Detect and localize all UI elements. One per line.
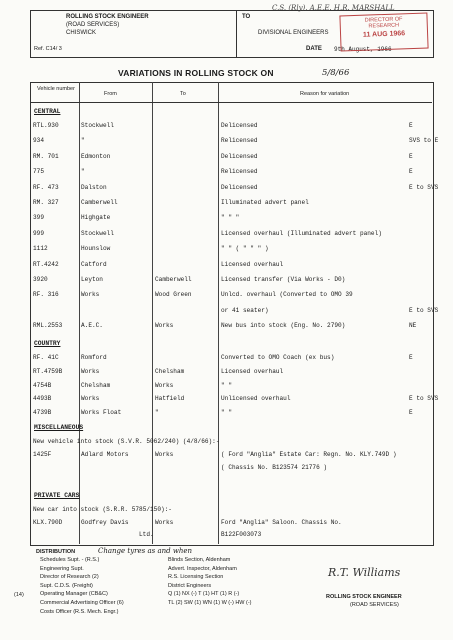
reason-cell: Illuminated advert panel	[221, 199, 309, 206]
date-label: DATE	[306, 46, 322, 52]
from-cell: Ltd.	[139, 531, 154, 538]
to-cell: Hatfield	[155, 395, 185, 403]
to-cell: Works	[155, 381, 174, 389]
private-intro	[31, 504, 431, 516]
table-row	[31, 320, 431, 332]
status-code: E	[409, 122, 413, 129]
table-row	[31, 135, 439, 147]
col-header-vehicle: Vehicle number	[37, 86, 75, 92]
table-row	[31, 197, 431, 209]
from-cell: Camberwell	[81, 199, 118, 206]
distribution-label: DISTRIBUTION	[36, 549, 76, 555]
table-row	[31, 366, 431, 378]
status-code: E	[409, 409, 413, 417]
col-header-to: To	[180, 91, 186, 97]
reason-cell: Licensed transfer (Via Works - D0)	[221, 276, 346, 283]
from-cell: Stockwell	[81, 229, 114, 237]
from-cell: Highgate	[81, 214, 111, 222]
reason-cell: " "	[221, 409, 232, 417]
to-cell: "	[155, 409, 159, 417]
status-code: E	[409, 168, 413, 176]
distribution-item: Operating Manager (CB&C)	[40, 591, 108, 598]
table-row	[31, 166, 431, 178]
reason-cell: " "	[221, 381, 232, 389]
to-cell: Works	[155, 519, 174, 526]
misc-intro-text: New vehicle into stock (S.V.R. 5062/240) (4/8/66):-	[33, 438, 220, 445]
signer-title: ROLLING STOCK ENGINEER	[326, 594, 402, 600]
reason-cell: Unlicensed overhaul	[221, 395, 291, 403]
reason-cell: Licensed overhaul	[221, 260, 284, 268]
reason-cell: New bus into stock (Eng. No. 2790)	[221, 322, 346, 330]
table-row	[31, 259, 431, 271]
to-value: DIVISIONAL ENGINEERS	[258, 30, 329, 36]
to-cell: Chelsham	[155, 367, 185, 375]
handwritten-note: Change tyres as and when	[98, 547, 192, 555]
signer-subtitle: (ROAD SERVICES)	[350, 602, 399, 608]
reason-cell: B122F003073	[221, 531, 262, 538]
vehicle-number: RM. 701	[33, 152, 59, 160]
reason-cell: Relicensed	[221, 137, 258, 145]
vehicle-number: RT.4242	[33, 260, 59, 268]
reason-cell: Delicensed	[221, 183, 258, 191]
distribution-item: Costs Officer (R.S. Mech. Engr.)	[40, 608, 119, 615]
from-cell: Stockwell	[81, 122, 114, 129]
private-intro-text: New car into stock (S.R.R. 5785/150):-	[33, 506, 172, 513]
from-line-1: ROLLING STOCK ENGINEER	[66, 14, 149, 20]
reason-cell: Delicensed	[221, 122, 258, 129]
vehicle-number: 934	[33, 137, 44, 145]
distribution-item: R.S. Licensing Section	[168, 574, 224, 581]
header-rule	[30, 102, 432, 103]
distribution-item: TL (2) SW (1) WN (1) W (-) HW (-)	[168, 600, 252, 606]
table-row	[31, 380, 431, 392]
title-date: 5/8/66	[322, 68, 350, 78]
table-row	[31, 449, 431, 461]
col-header-from: From	[104, 91, 117, 97]
section-miscellaneous: MISCELLANEOUS	[34, 424, 84, 431]
vehicle-number: 4493B	[33, 395, 52, 403]
status-code: E	[409, 152, 413, 160]
vehicle-number: RTL.930	[33, 122, 59, 129]
vehicle-number: RML.2553	[33, 322, 63, 330]
reason-cell: ( Ford "Anglia" Estate Car: Regn. No. KLY.749D )	[221, 451, 397, 458]
page-title: VARIATIONS IN ROLLING STOCK ON	[118, 68, 274, 78]
section-private-cars: PRIVATE CARS	[34, 492, 80, 499]
reason-cell: ( Chassis No. B123574 21776 )	[221, 464, 328, 471]
vehicle-number: 999	[33, 229, 44, 237]
table-row	[31, 182, 439, 194]
table-row	[31, 243, 431, 255]
from-cell: Godfrey Davis	[81, 519, 129, 526]
from-cell: Works	[81, 395, 100, 403]
reason-cell: " " ( " " " )	[221, 245, 269, 253]
from-cell: "	[81, 137, 85, 145]
section-central: CENTRAL	[34, 108, 61, 115]
status-code: E	[409, 354, 413, 361]
distribution-item: Q (1) NX (-) T (1) HT (1) R (-)	[168, 591, 240, 598]
reason-cell: Ford "Anglia" Saloon. Chassis No.	[221, 519, 342, 526]
vehicle-number: KLX.790D	[33, 519, 63, 526]
table-row	[31, 305, 439, 317]
distribution-item: Supt. C.D.S. (Freight)	[40, 582, 93, 589]
misc-intro	[31, 436, 431, 448]
stamp-line-2: RESEARCH	[368, 22, 400, 30]
distribution-item: Commercial Advertising Officer (6)	[40, 600, 124, 606]
handwritten-addressees: C.S. (Rly), A.E.E. H.R. MARSHALL	[272, 4, 395, 12]
from-cell: Works Float	[81, 409, 122, 417]
distribution-item: Blinds Section, Aldenham	[168, 557, 231, 563]
vehicle-number: 775	[33, 168, 44, 176]
status-code: SVS to E	[409, 137, 439, 145]
signature: R.T. Williams	[328, 566, 401, 579]
from-cell: Romford	[81, 354, 107, 361]
to-cell: Wood Green	[155, 291, 192, 299]
status-code: E to SVS	[409, 306, 439, 314]
from-cell: Edmonton	[81, 152, 111, 160]
from-cell: Catford	[81, 260, 107, 268]
table-row	[31, 517, 431, 529]
status-code: E to SVS	[409, 183, 439, 191]
copy-count: (14)	[14, 592, 24, 598]
reason-cell: Delicensed	[221, 152, 258, 160]
vehicle-number: 4754B	[33, 381, 52, 389]
from-cell: Hounslow	[81, 245, 111, 253]
reason-cell: Converted to OMO Coach (ex bus)	[221, 354, 335, 361]
vehicle-number: 399	[33, 214, 44, 222]
table-row	[31, 407, 431, 419]
table-row	[31, 120, 431, 132]
table-row	[31, 151, 431, 163]
table-row	[31, 529, 431, 541]
distribution-item: Director of Research (2)	[40, 574, 99, 581]
reason-cell: Relicensed	[221, 168, 258, 176]
reason-cell: or 41 seater)	[221, 306, 269, 314]
to-cell: Works	[155, 322, 174, 330]
vehicle-number: 4739B	[33, 409, 52, 417]
from-cell: "	[81, 168, 85, 176]
vehicle-number: RT.4759B	[33, 367, 63, 375]
table-row	[31, 212, 431, 224]
distribution-item: District Engineers	[168, 582, 212, 589]
vehicle-number: 3920	[33, 276, 48, 283]
distribution-item: Engineering Supt.	[40, 565, 84, 572]
stamp-line-1: DIRECTOR OF	[364, 16, 403, 24]
from-cell: A.E.C.	[81, 322, 103, 330]
from-line-2: (ROAD SERVICES)	[66, 22, 120, 28]
col-header-reason: Reason for variation	[300, 91, 350, 97]
reason-cell: Licensed overhaul (Illuminated advert panel)	[221, 229, 382, 237]
vehicle-number: RM. 327	[33, 199, 59, 206]
table-row	[31, 393, 439, 405]
vehicle-number: 1425F	[33, 451, 52, 458]
to-cell: Camberwell	[155, 276, 192, 283]
reference: Ref. C14/ 3	[34, 46, 62, 52]
from-cell: Chelsham	[81, 381, 111, 389]
to-label: TO	[242, 14, 251, 20]
distribution-item: Schedules Supt. - (R.S.)	[40, 557, 100, 563]
status-code: NE	[409, 322, 417, 330]
received-stamp	[339, 12, 428, 51]
reason-cell: Unlcd. overhaul (Converted to OMO 39	[221, 291, 353, 299]
vehicle-number: RF. 473	[33, 183, 59, 191]
table-row	[31, 462, 431, 474]
table-row	[31, 352, 431, 364]
vehicle-number: 1112	[33, 245, 48, 253]
section-country: COUNTRY	[34, 340, 61, 347]
vehicle-number: RF. 316	[33, 291, 59, 299]
from-cell: Leyton	[81, 276, 103, 283]
distribution-item: Advert. Inspector, Aldenham	[168, 565, 237, 572]
vehicle-number: RF. 41C	[33, 354, 59, 361]
table-row	[31, 289, 431, 301]
reason-cell: Licensed overhaul	[221, 367, 284, 375]
from-cell: Works	[81, 367, 100, 375]
date-value: 9th August, 1966	[334, 46, 392, 53]
table-row	[31, 274, 431, 286]
to-cell: Works	[155, 451, 174, 458]
table-row	[31, 228, 431, 240]
stamp-date: 11 AUG 1966	[362, 30, 406, 39]
from-line-3: CHISWICK	[66, 30, 96, 36]
status-code: E to SVS	[409, 395, 439, 403]
reason-cell: " " "	[221, 214, 240, 222]
from-cell: Works	[81, 291, 100, 299]
from-cell: Dalston	[81, 183, 107, 191]
from-cell: Adlard Motors	[81, 451, 129, 458]
